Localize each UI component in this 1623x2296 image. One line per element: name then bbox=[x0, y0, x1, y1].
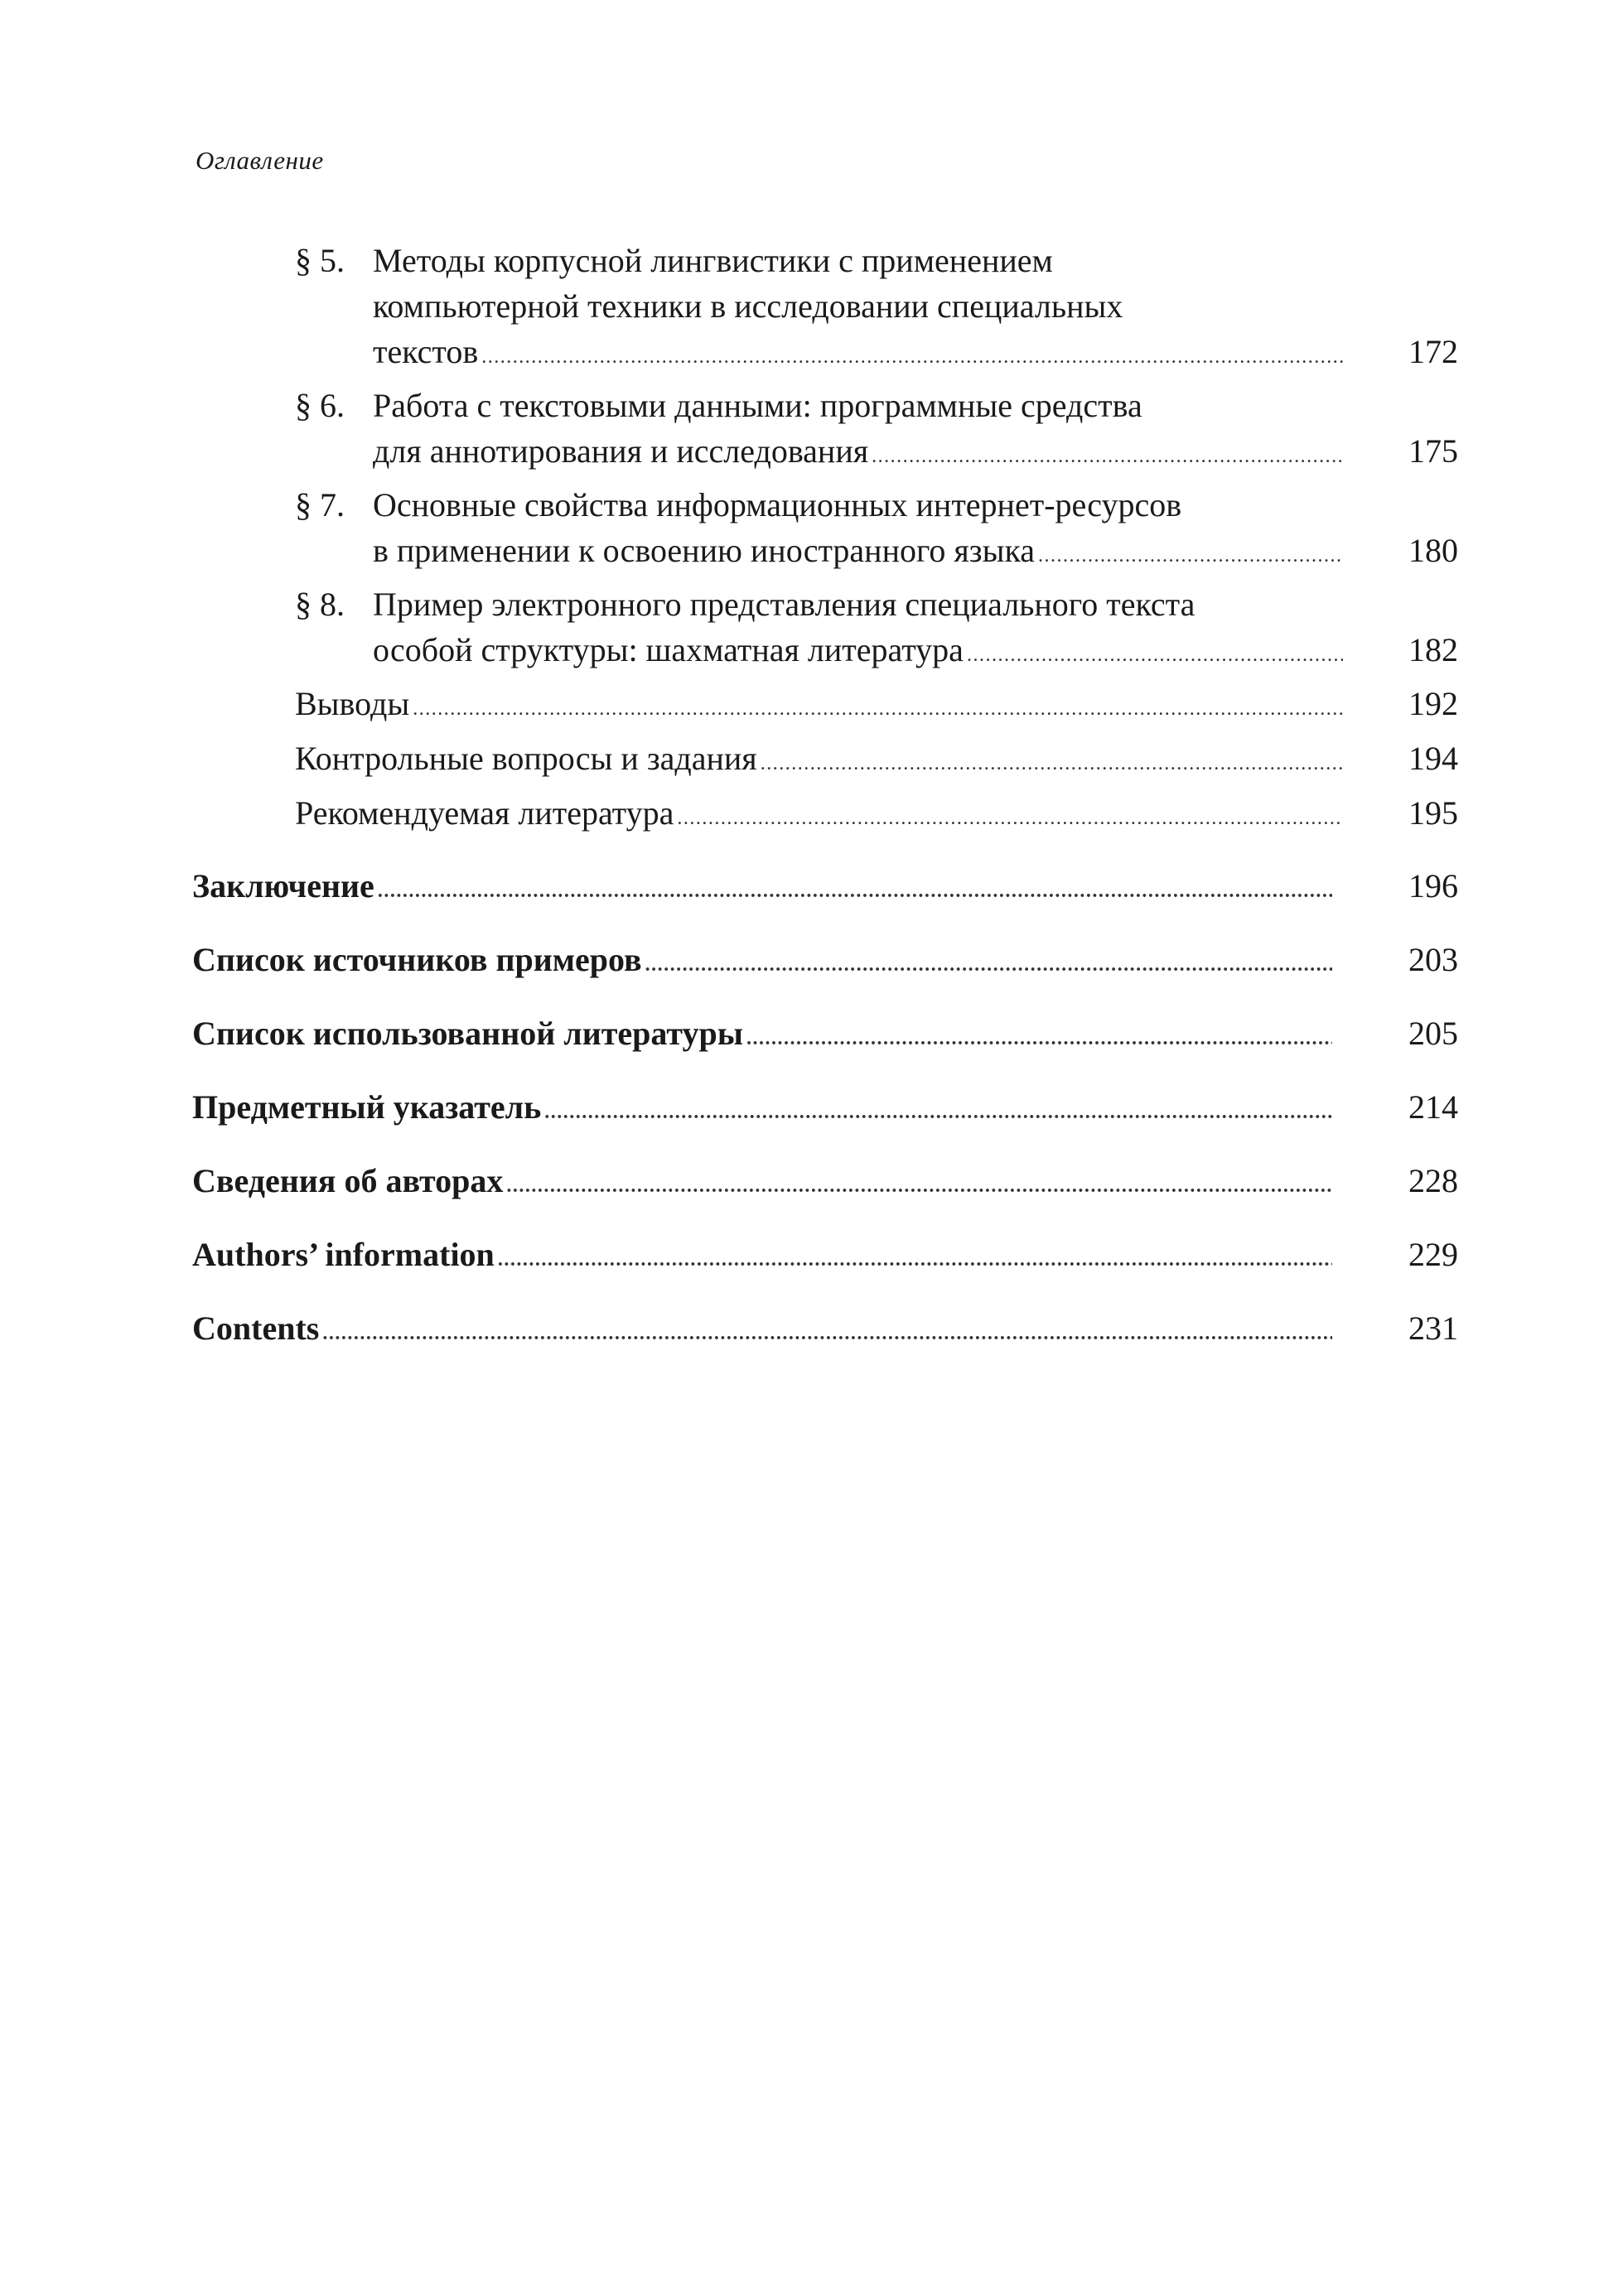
running-head: Оглавление bbox=[196, 146, 324, 175]
section-title-line: для аннотирования и исследования bbox=[373, 432, 869, 470]
section-title-line: Работа с текстовыми данными: программные средства bbox=[373, 387, 1142, 424]
toc-entry-review-questions[interactable] bbox=[295, 742, 1346, 775]
dot-leader bbox=[746, 1029, 1332, 1050]
toc-entry-label: Выводы bbox=[295, 685, 410, 722]
toc-entry-section-5[interactable] bbox=[373, 335, 1346, 369]
section-title-line: компьютерной техники в исследовании специальных bbox=[373, 287, 1123, 325]
toc-entry-label: Рекомендуемая литература bbox=[295, 794, 674, 832]
dot-leader bbox=[1038, 546, 1343, 567]
dot-leader bbox=[413, 699, 1343, 721]
page-number: 192 bbox=[1408, 685, 1458, 722]
page-number: 172 bbox=[1408, 333, 1458, 370]
section-title-line: в применении к освоению иностранного языка bbox=[373, 532, 1036, 569]
dot-leader bbox=[498, 1250, 1332, 1271]
page-number: 228 bbox=[1408, 1162, 1458, 1199]
page-number: 205 bbox=[1408, 1015, 1458, 1052]
page-number: 214 bbox=[1408, 1088, 1458, 1126]
toc-entry-section-6[interactable] bbox=[373, 432, 1346, 470]
page-number: 194 bbox=[1408, 740, 1458, 777]
toc-entry-label: Контрольные вопросы и задания bbox=[295, 740, 757, 777]
page-number: 175 bbox=[1408, 432, 1458, 470]
toc-entry-label: Заключение bbox=[192, 867, 374, 904]
toc-entry-label: Contents bbox=[192, 1310, 320, 1347]
dot-leader bbox=[506, 1176, 1332, 1198]
page-number: 231 bbox=[1408, 1310, 1458, 1347]
page-number: 195 bbox=[1408, 794, 1458, 832]
section-title-line: Основные свойства информационных интернет-ресурсов bbox=[373, 486, 1182, 523]
section-number: § 8. bbox=[295, 586, 345, 623]
toc-entry-label: Список использованной литературы bbox=[192, 1015, 743, 1052]
toc-entry-section-7[interactable] bbox=[373, 534, 1346, 567]
dot-leader bbox=[544, 1102, 1332, 1124]
page-number: 182 bbox=[1408, 631, 1458, 668]
page-number: 196 bbox=[1408, 867, 1458, 904]
toc-entry-about-authors[interactable] bbox=[192, 1162, 1336, 1199]
dot-leader bbox=[967, 645, 1343, 667]
toc-entry-contents[interactable] bbox=[192, 1312, 1336, 1345]
page-number: 203 bbox=[1408, 941, 1458, 978]
toc-entry-label: Authors’ information bbox=[192, 1236, 495, 1273]
section-title-line: Методы корпусной лингвистики с применением bbox=[373, 242, 1053, 279]
section-title-line: особой структуры: шахматная литература bbox=[373, 631, 964, 668]
toc-entry-authors-information[interactable] bbox=[192, 1238, 1336, 1271]
dot-leader bbox=[761, 754, 1343, 775]
section-number: § 5. bbox=[295, 242, 345, 279]
dot-leader bbox=[322, 1324, 1332, 1345]
toc-entry-example-sources[interactable] bbox=[192, 943, 1336, 977]
toc-entry-label: Список источников примеров bbox=[192, 941, 642, 978]
toc-entry-subject-index[interactable] bbox=[192, 1088, 1336, 1126]
page-number: 180 bbox=[1408, 532, 1458, 569]
toc-entry-conclusion[interactable] bbox=[192, 867, 1336, 904]
toc-entry-label: Предметный указатель bbox=[192, 1088, 542, 1126]
toc-entry-section-8[interactable] bbox=[373, 631, 1346, 668]
dot-leader bbox=[645, 955, 1332, 977]
dot-leader bbox=[481, 347, 1343, 369]
page-number: 229 bbox=[1408, 1236, 1458, 1273]
toc-entry-label: Сведения об авторах bbox=[192, 1162, 504, 1199]
section-number: § 7. bbox=[295, 486, 345, 523]
section-title-line: текстов bbox=[373, 333, 479, 370]
dot-leader bbox=[872, 446, 1343, 468]
dot-leader bbox=[677, 808, 1343, 830]
section-number: § 6. bbox=[295, 387, 345, 424]
toc-entry-conclusions[interactable] bbox=[295, 687, 1346, 721]
toc-entry-recommended-reading[interactable] bbox=[295, 794, 1346, 832]
section-title-line: Пример электронного представления специального текста bbox=[373, 586, 1196, 623]
dot-leader bbox=[378, 881, 1332, 903]
toc-entry-bibliography[interactable] bbox=[192, 1017, 1336, 1050]
